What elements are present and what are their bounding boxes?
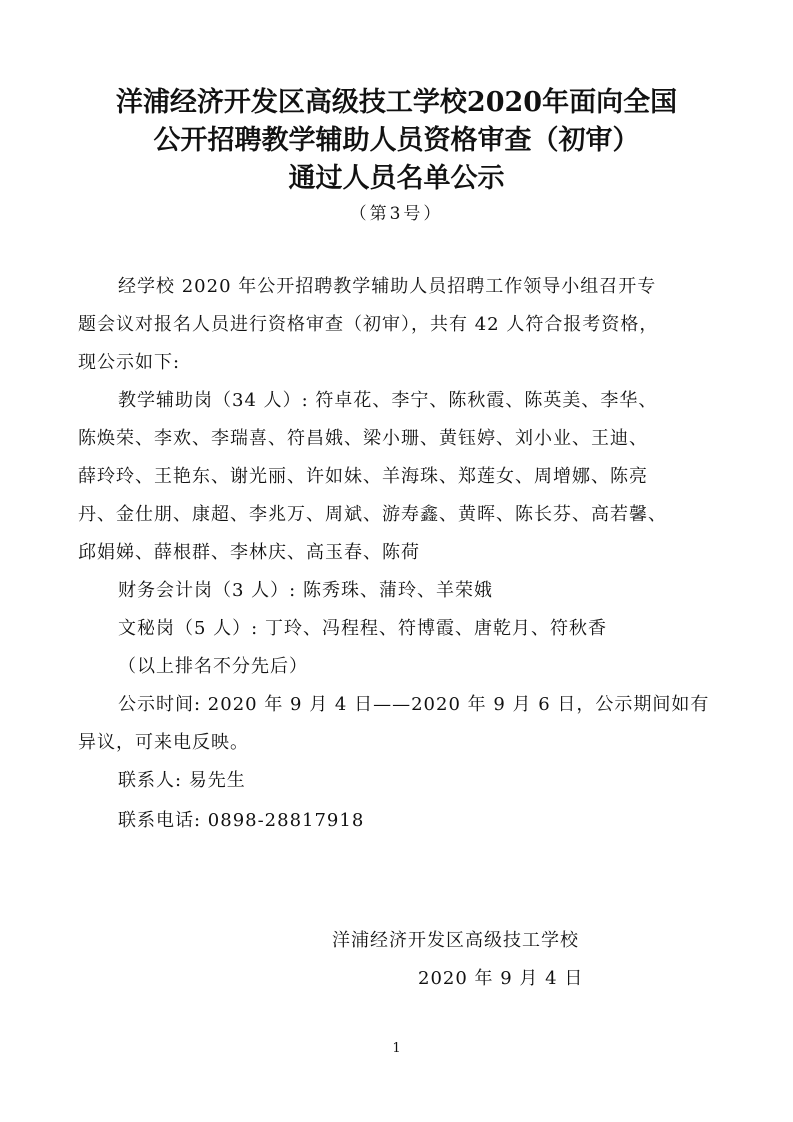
signature-organization: 洋浦经济开发区高级技工学校 — [332, 930, 579, 951]
body-line-6: 薛玲玲、王艳东、谢光丽、许如妹、羊海珠、郑莲女、周增娜、陈亮 — [78, 466, 648, 487]
body-line-4: 教学辅助岗（34 人）: 符卓花、李宁、陈秋霞、陈英美、李华、 — [118, 390, 658, 411]
contact-person: 联系人: 易先生 — [118, 770, 246, 791]
contact-phone: 联系电话: 0898-28817918 — [118, 810, 365, 831]
body-line-11: （以上排名不分先后） — [118, 656, 308, 677]
document-number: （第3号） — [349, 204, 444, 224]
body-line-3: 现公示如下: — [78, 352, 181, 373]
signature-date: 2020 年 9 月 4 日 — [418, 968, 584, 989]
body-line-12: 公示时间: 2020 年 9 月 4 日——2020 年 9 月 6 日，公示期间如有 — [118, 694, 710, 715]
title-line-2: 公开招聘教学辅助人员资格审查（初审） — [153, 125, 640, 156]
body-line-13: 异议，可来电反映。 — [78, 732, 249, 753]
body-line-9: 财务会计岗（3 人）: 陈秀珠、蒲玲、羊荣娥 — [118, 580, 493, 601]
title-line-3: 通过人员名单公示 — [288, 163, 505, 194]
title-line-1: 洋浦经济开发区高级技工学校2020年面向全国 — [115, 87, 678, 118]
body-line-5: 陈焕荣、李欢、李瑞喜、符昌娥、梁小珊、黄钰婷、刘小业、王迪、 — [78, 428, 648, 449]
body-line-2: 题会议对报名人员进行资格审查（初审），共有 42 人符合报考资格， — [78, 314, 659, 335]
body-line-10: 文秘岗（5 人）: 丁玲、冯程程、符博霞、唐乾月、符秋香 — [118, 618, 607, 639]
body-line-7: 丹、金仕朋、康超、李兆万、周斌、游寿鑫、黄晖、陈长芬、高若馨、 — [78, 504, 667, 525]
body-line-8: 邱娟娣、薛根群、李林庆、高玉春、陈荷 — [78, 542, 420, 563]
body-line-1: 经学校 2020 年公开招聘教学辅助人员招聘工作领导小组召开专 — [118, 276, 657, 297]
page-number: 1 — [392, 1041, 401, 1056]
